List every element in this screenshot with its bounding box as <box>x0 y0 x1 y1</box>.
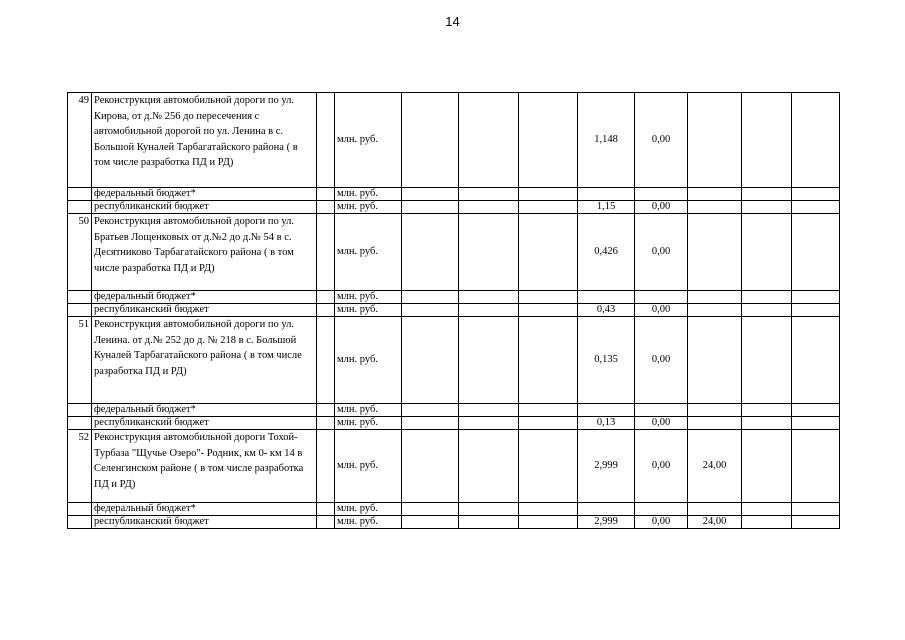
unit-cell: млн. руб. <box>335 304 402 317</box>
value-cell <box>578 291 635 304</box>
value-cell: 1,148 <box>578 93 635 188</box>
table-row <box>68 304 840 317</box>
budget-label: республиканский бюджет <box>92 516 317 529</box>
table-row <box>68 188 840 201</box>
value-cell: 1,15 <box>578 201 635 214</box>
table-row <box>68 317 840 404</box>
budget-label: федеральный бюджет* <box>92 188 317 201</box>
unit-cell: млн. руб. <box>335 404 402 417</box>
budget-label: федеральный бюджет* <box>92 503 317 516</box>
table-row <box>68 503 840 516</box>
budget-table <box>67 92 840 529</box>
budget-label: федеральный бюджет* <box>92 291 317 304</box>
table-row <box>68 404 840 417</box>
unit-cell: млн. руб. <box>335 503 402 516</box>
unit-cell: млн. руб. <box>335 201 402 214</box>
value-cell: 0,13 <box>578 417 635 430</box>
value-cell: 2,999 <box>578 430 635 503</box>
table-row <box>68 291 840 304</box>
value-cell <box>688 93 742 188</box>
row-number: 50 <box>68 214 92 291</box>
value-cell: 0,00 <box>635 516 688 529</box>
value-cell: 0,426 <box>578 214 635 291</box>
unit-cell: млн. руб. <box>335 291 402 304</box>
value-cell <box>635 503 688 516</box>
value-cell <box>688 317 742 404</box>
unit-cell: млн. руб. <box>335 317 402 404</box>
value-cell: 0,00 <box>635 214 688 291</box>
value-cell: 24,00 <box>688 516 742 529</box>
value-cell: 2,999 <box>578 516 635 529</box>
unit-cell: млн. руб. <box>335 417 402 430</box>
table-row <box>68 417 840 430</box>
value-cell <box>635 291 688 304</box>
value-cell: 0,00 <box>635 93 688 188</box>
value-cell <box>688 404 742 417</box>
value-cell <box>578 503 635 516</box>
value-cell: 0,00 <box>635 201 688 214</box>
value-cell: 0,00 <box>635 317 688 404</box>
unit-cell: млн. руб. <box>335 516 402 529</box>
value-cell: 0,00 <box>635 304 688 317</box>
value-cell <box>688 503 742 516</box>
value-cell <box>688 201 742 214</box>
unit-cell: млн. руб. <box>335 93 402 188</box>
budget-label: республиканский бюджет <box>92 417 317 430</box>
value-cell <box>688 304 742 317</box>
table-row <box>68 93 840 188</box>
unit-cell: млн. руб. <box>335 214 402 291</box>
project-name: Реконструкция автомобильной дороги по ул. Кирова, от д.№ 256 до пересечения с автомобильной дорогой по ул. Ленина в с. Большой Куналей Тарбагатайского района ( в том числе разработка ПД и РД) <box>92 93 317 188</box>
value-cell <box>578 404 635 417</box>
value-cell: 0,00 <box>635 430 688 503</box>
value-cell <box>635 404 688 417</box>
value-cell: 0,00 <box>635 417 688 430</box>
table-row <box>68 214 840 291</box>
project-name: Реконструкция автомобильной дороги Тохой- Турбаза "Щучье Озеро"- Родник, км 0- км 14 в Селенгинском районе ( в том числе разработка ПД и РД) <box>92 430 317 503</box>
value-cell: 24,00 <box>688 430 742 503</box>
unit-cell: млн. руб. <box>335 430 402 503</box>
row-number: 49 <box>68 93 92 188</box>
page-number: 14 <box>445 14 460 29</box>
value-cell: 0,43 <box>578 304 635 317</box>
value-cell <box>688 214 742 291</box>
budget-label: республиканский бюджет <box>92 201 317 214</box>
value-cell <box>688 417 742 430</box>
unit-cell: млн. руб. <box>335 188 402 201</box>
value-cell <box>635 188 688 201</box>
table-row <box>68 201 840 214</box>
row-number: 51 <box>68 317 92 404</box>
budget-label: федеральный бюджет* <box>92 404 317 417</box>
value-cell <box>688 291 742 304</box>
project-name: Реконструкция автомобильной дороги по ул. Братьев Лощенковых от д.№2 до д.№ 54 в с. Десятниково Тарбагатайского района ( в том числе разработка ПД и РД) <box>92 214 317 291</box>
value-cell <box>578 188 635 201</box>
budget-label: республиканский бюджет <box>92 304 317 317</box>
value-cell <box>688 188 742 201</box>
table-row <box>68 516 840 529</box>
value-cell: 0,135 <box>578 317 635 404</box>
row-number: 52 <box>68 430 92 503</box>
project-name: Реконструкция автомобильной дороги по ул. Ленина. от д.№ 252 до д. № 218 в с. Большой Куналей Тарбагатайского района ( в том числе разработка ПД и РД) <box>92 317 317 404</box>
table-row <box>68 430 840 503</box>
